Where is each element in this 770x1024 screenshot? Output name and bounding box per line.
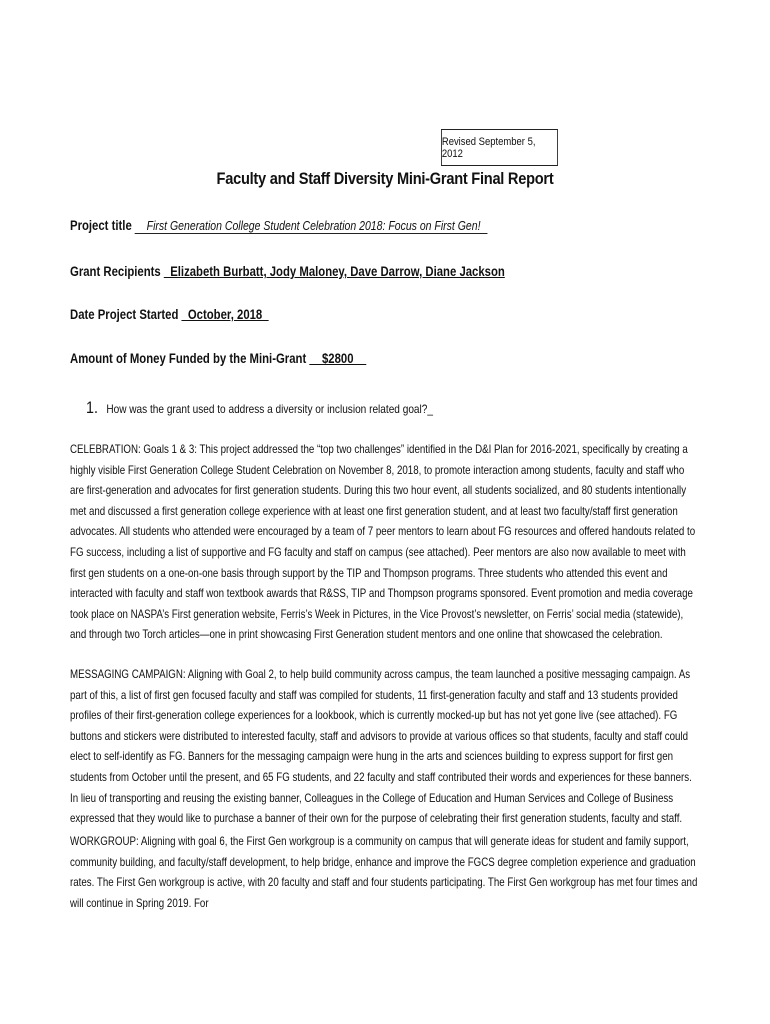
project-title-value: First Generation College Student Celebration 2018: Focus on First Gen!: [135, 219, 488, 234]
grant-recipients-field: [70, 264, 505, 279]
revision-date: Revised September 5, 2012: [441, 135, 536, 160]
question-text: How was the grant used to address a diversity or inclusion related goal?_: [106, 402, 433, 416]
project-title-label: Project title: [70, 218, 135, 233]
date-started-label: Date Project Started: [70, 307, 182, 322]
workgroup-paragraph: WORKGROUP: Aligning with goal 6, the First Gen workgroup is a community on campus that will generate ideas for student and family support, community building, and faculty/staff development, to help bridge, enhance and improve the FGCS degree completion experience and graduation rates. The First Gen workgroup is active, with 20 faculty and staff and four students participating. The First Gen workgroup has met four times and will continue in Spring 2019. For: [70, 835, 698, 910]
amount-funded-field: [70, 351, 366, 366]
date-started-field: [70, 307, 269, 322]
amount-funded-label: Amount of Money Funded by the Mini-Grant: [70, 351, 310, 366]
celebration-paragraph: CELEBRATION: Goals 1 & 3: This project addressed the “top two challenges” identified in the D&I Plan for 2016-2021, specifically by creating a highly visible First Generation College Student Celebration on November 8, 2018, to promote interaction among students, faculty and staff who are first-generation and advocates for first generation students. During this two hour event, all students socialized, and 80 students intentionally met and discussed a first generation college experience with at least one first generation student, and at least two faculty/staff first generation advocates. All students who attended were encouraged by a team of 7 peer mentors to learn about FG resources and offered handouts related to FG success, including a list of supportive and FG faculty and staff on campus (see attached). Peer mentors are also now available to meet with first gen students on a one-on-one basis through support by the TIP and Thompson programs. Three students who attended this event and interacted with faculty and staff won textbook awards that R&SS, TIP and Thompson programs sponsored. Event promotion and media coverage took place on NASPA’s First generation website, Ferris’s Week in Pictures, in the Vice Provost’s newsletter, on Ferris’ social media (statewide), and through two Torch articles—one in print showcasing First Generation student mentors and one online that showcased the celebration.: [70, 443, 696, 642]
grant-recipients-value: _Elizabeth Burbatt, Jody Maloney, Dave Darrow, Diane Jackson: [163, 264, 505, 279]
question-1: [86, 398, 433, 418]
grant-recipients-label: Grant Recipients: [70, 264, 164, 279]
revision-date-box: [441, 129, 558, 166]
report-title: Faculty and Staff Diversity Mini-Grant Final Report: [216, 169, 554, 188]
messaging-campaign-paragraph: MESSAGING CAMPAIGN: Aligning with Goal 2, to help build community across campus, the team launched a positive messaging campaign. As part of this, a list of first gen focused faculty and staff was compiled for students, 11 first-generation faculty and staff and 13 students provided profiles of their first-generation college experiences for a lookbook, which is currently mocked-up but has not yet gone live (see attached). FG buttons and stickers were distributed to interested faculty, staff and advisors to provide at various offices so that students, faculty and staff could elect to self-identify as FG. Banners for the messaging campaign were hung in the arts and sciences building to express support for first gen students from October until the present, and 65 FG students, and 22 faculty and staff contributed their words and experiences for these banners. In lieu of transporting and reusing the existing banner, Colleagues in the College of Education and Human Services and College of Business expressed that they would like to purchase a banner of their own for the purpose of celebrating their first generation students, faculty and staff.: [70, 668, 692, 826]
question-number: 1.: [86, 398, 98, 417]
amount-funded-value: __$2800__: [309, 351, 367, 366]
date-started-value: _October, 2018_: [181, 307, 269, 322]
project-title-field: [70, 218, 488, 234]
